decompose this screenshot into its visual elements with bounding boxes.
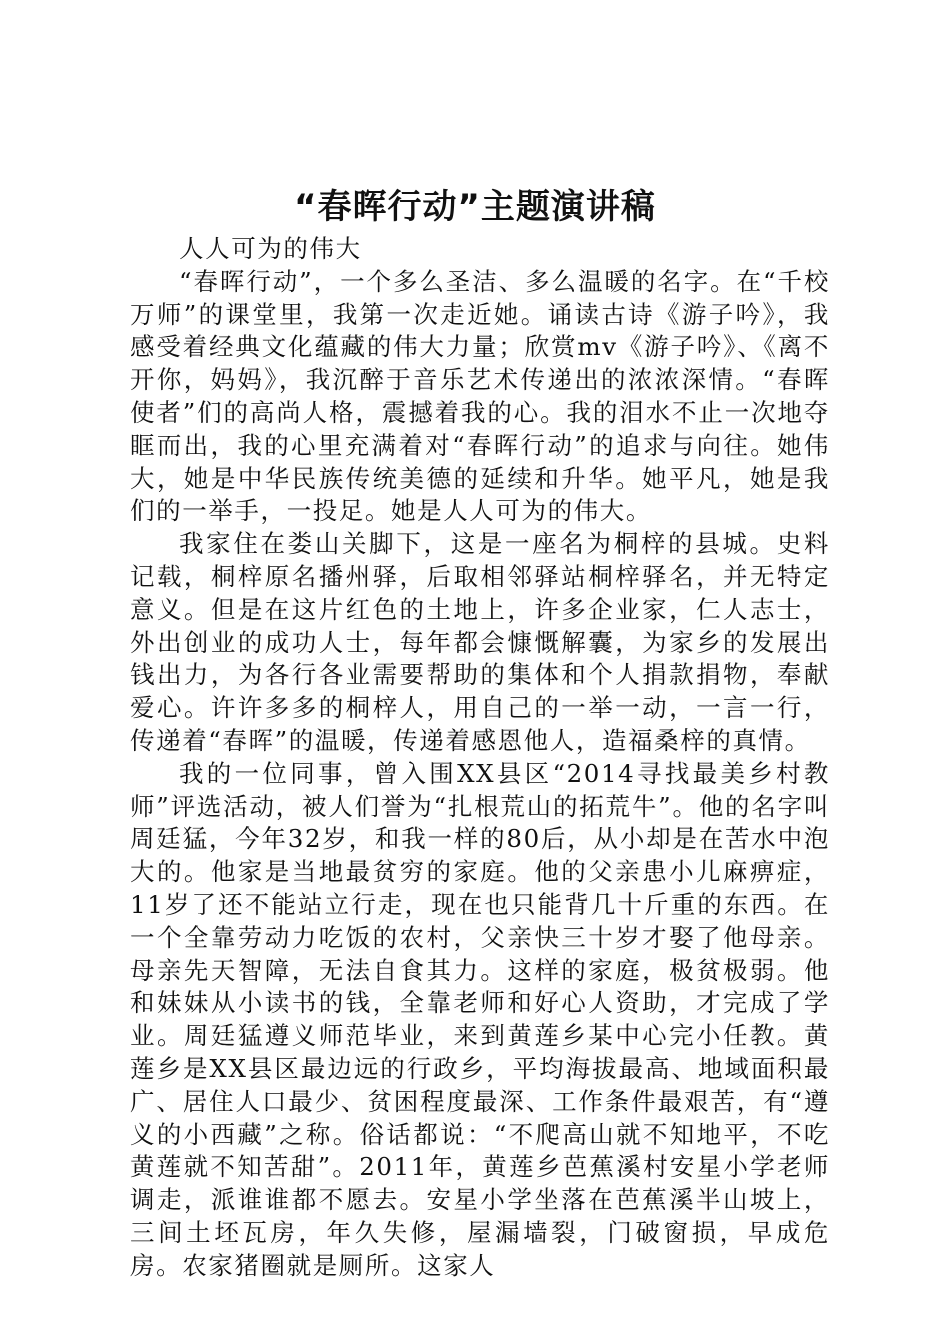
- body-paragraph-1: “春晖行动”，一个多么圣洁、多么温暖的名字。在“千校万师”的课堂里，我第一次走近她。诵读古诗《游子吟》，我感受着经典文化蕴藏的伟大力量；欣赏mv《游子吟》、《离不开你，妈妈》，我沉醉于音乐艺术传递出的浓浓深情。“春晖使者”们的高尚人格，震撼着我的心。我的泪水不止一次地夺眶而出，我的心里充满着对“春晖行动”的追求与向往。她伟大，她是中华民族传统美德的延续和升华。她平凡，她是我们的一举手，一投足。她是人人可为的伟大。: [130, 266, 830, 526]
- document-title: “春晖行动”主题演讲稿: [294, 187, 656, 227]
- body-paragraph-2: 我家住在娄山关脚下，这是一座名为桐梓的县城。史料记载，桐梓原名播州驿，后取相邻驿站桐梓驿名，并无特定意义。但是在这片红色的土地上，许多企业家，仁人志士，外出创业的成功人士，每年都会慷慨解囊，为家乡的发展出钱出力，为各行各业需要帮助的集体和个人捐款捐物，奉献爱心。许许多多的桐梓人，用自己的一举一动，一言一行，传递着“春晖”的温暖，传递着感恩他人，造福桑梓的真情。: [130, 529, 830, 755]
- body-paragraph-3: 我的一位同事，曾入围XX县区“2014寻找最美乡村教师”评选活动，被人们誉为“扎根荒山的拓荒牛”。他的名字叫周廷猛，今年32岁，和我一样的80后，从小却是在苦水中泡大的。他家是当地最贫穷的家庭。他的父亲患小儿麻痹症，11岁了还不能站立行走，现在也只能背几十斤重的东西。在一个全靠劳动力吃饭的农村，父亲快三十岁才娶了他母亲。母亲先天智障，无法自食其力。这样的家庭，极贫极弱。他和妹妹从小读书的钱，全靠老师和好心人资助，才完成了学业。周廷猛遵义师范毕业，来到黄莲乡某中心完小任教。黄莲乡是XX县区最边远的行政乡，平均海拔最高、地域面积最广、居住人口最少、贫困程度最深、工作条件最艰苦，有“遵义的小西藏”之称。俗话都说：“不爬高山就不知地平，不吃黄莲就不知苦甜”。2011年，黄莲乡芭蕉溪村安星小学老师调走，派谁谁都不愿去。安星小学坐落在芭蕉溪半山坡上，三间土坯瓦房，年久失修，屋漏墙裂，门破窗损，早成危房。农家猪圈就是厕所。这家人: [130, 758, 830, 1280]
- document-body: [130, 233, 830, 1283]
- subtitle-paragraph: 人人可为的伟大: [179, 234, 362, 263]
